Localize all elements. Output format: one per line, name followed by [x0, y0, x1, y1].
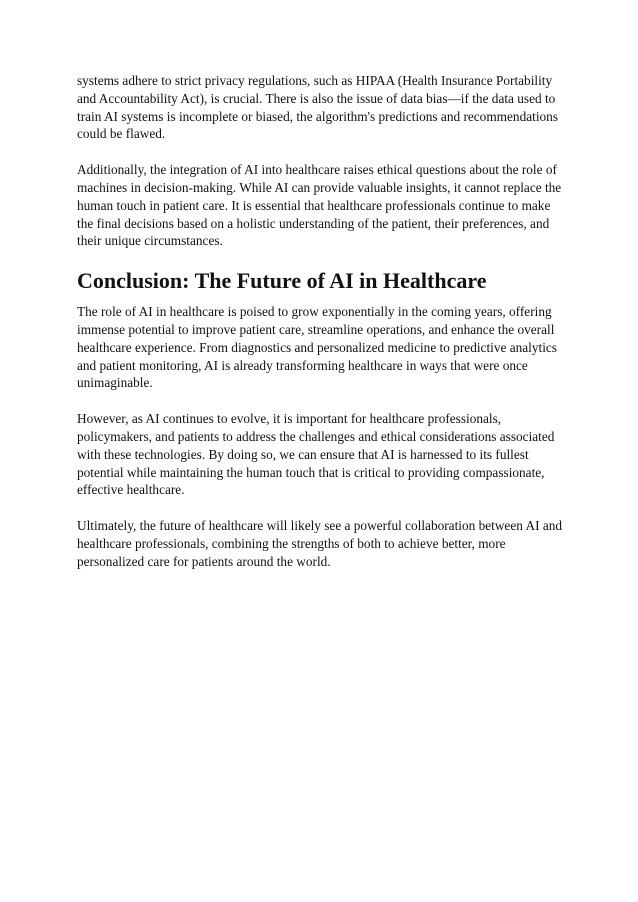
conclusion-paragraph-3: Ultimately, the future of healthcare will likely see a powerful collaboration between AI and healthcare professionals, combining the strengths of both to achieve better, more personalized care for patients around the world.	[77, 518, 563, 569]
privacy-paragraph: systems adhere to strict privacy regulations, such as HIPAA (Health Insurance Portability and Accountability Act), is crucial. There is also the issue of data bias—if the data used to train AI systems is incomplete or biased, the algorithm's predictions and recommendations could be flawed.	[77, 73, 558, 142]
document-body	[77, 72, 569, 589]
ethics-paragraph: Additionally, the integration of AI into healthcare raises ethical questions about the role of machines in decision-making. While AI can provide valuable insights, it cannot replace the human touch in patient care. It is essential that healthcare professionals continue to make the final decisions based on a holistic understanding of the patient, their preferences, and their unique circumstances.	[77, 162, 562, 249]
conclusion-paragraph-1: The role of AI in healthcare is poised to grow exponentially in the coming years, offering immense potential to improve patient care, streamline operations, and enhance the overall healthcare experience. From diagnostics and personalized medicine to predictive analytics and patient monitoring, AI is already transforming healthcare in ways that were once unimaginable.	[77, 304, 557, 391]
conclusion-paragraph-2: However, as AI continues to evolve, it is important for healthcare professionals, policymakers, and patients to address the challenges and ethical considerations associated with these technologies. By doing so, we can ensure that AI is harnessed to its fullest potential while maintaining the human touch that is critical to providing compassionate, effective healthcare.	[77, 411, 555, 498]
conclusion-heading: Conclusion: The Future of AI in Healthcare	[77, 268, 487, 294]
